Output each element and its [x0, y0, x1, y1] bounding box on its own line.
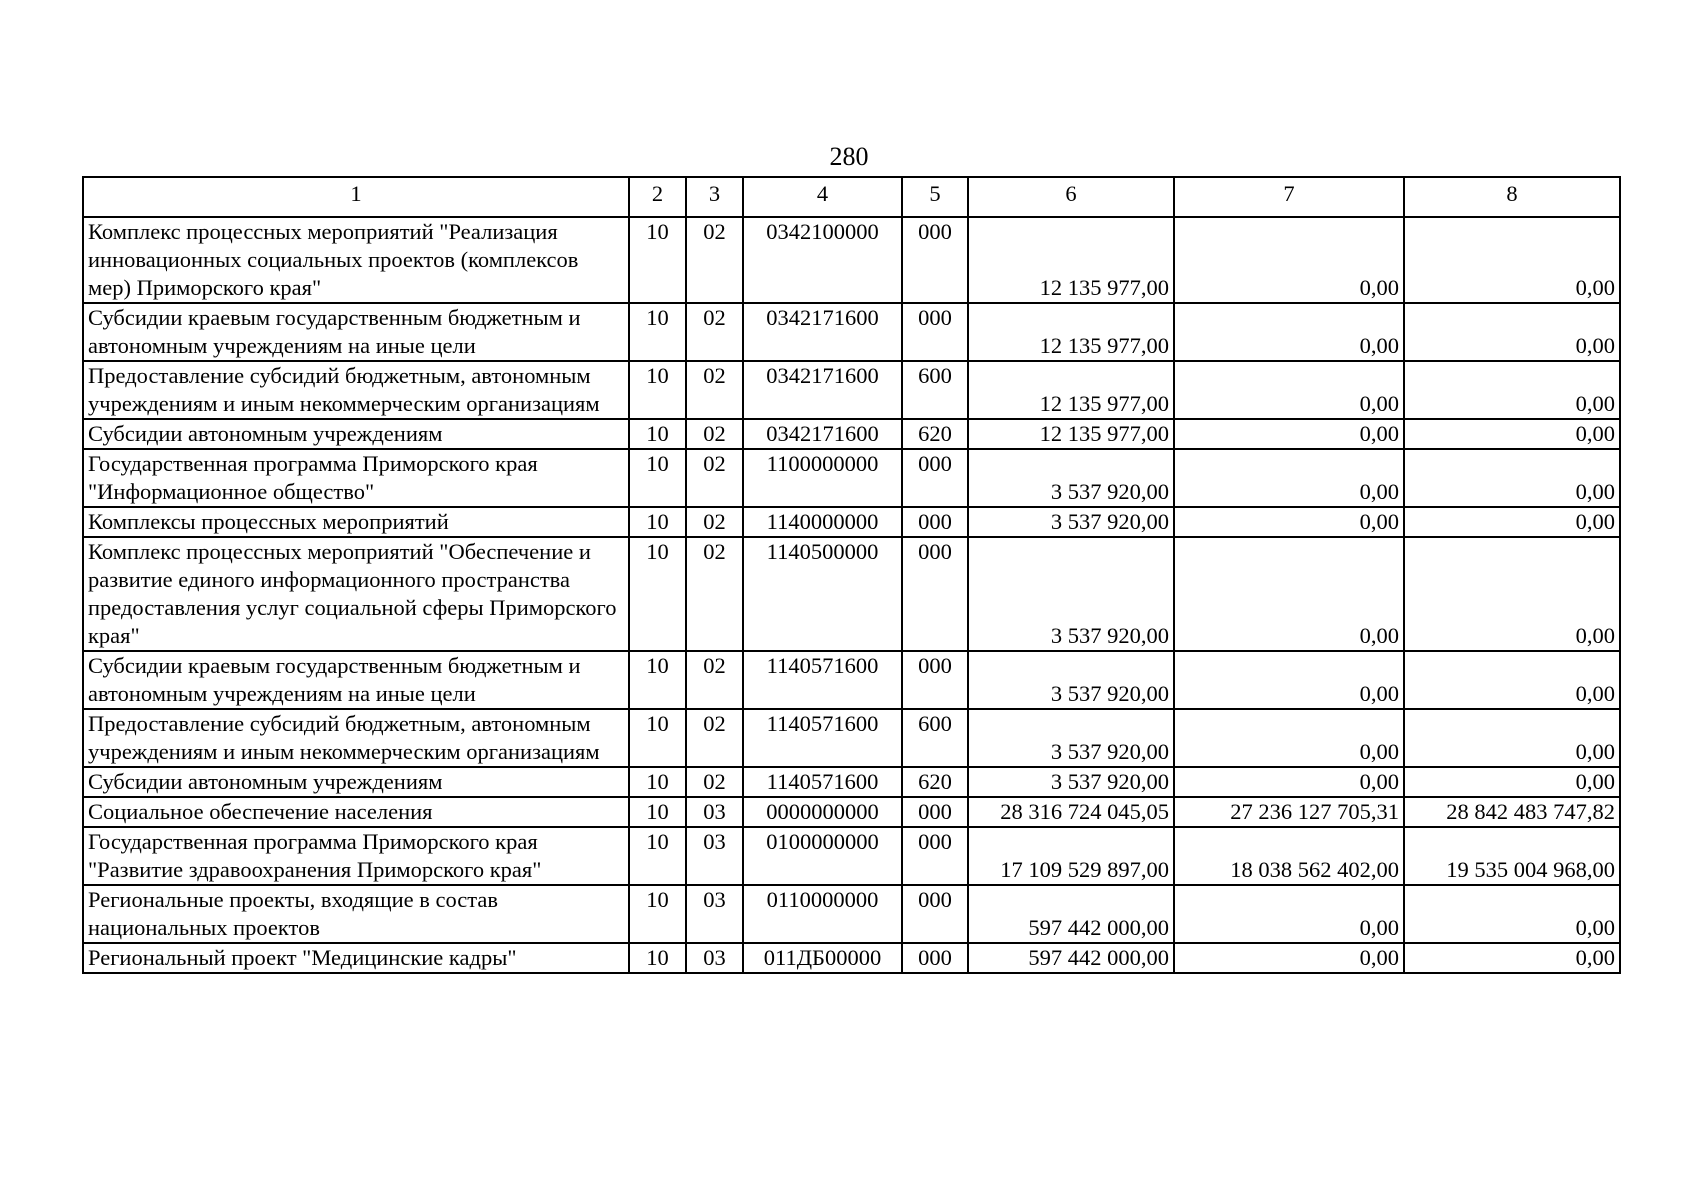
row-code-expense-type: 000: [902, 797, 968, 827]
row-code-section: 10: [629, 419, 686, 449]
row-amount-col7: 0,00: [1174, 419, 1404, 449]
row-amount-col7: 0,00: [1174, 361, 1404, 419]
row-amount-col8: 0,00: [1404, 885, 1620, 943]
row-code-section: 10: [629, 537, 686, 651]
row-amount-col8: 0,00: [1404, 217, 1620, 303]
row-code-subsection: 02: [686, 361, 743, 419]
row-code-target: 0342171600: [743, 361, 902, 419]
row-amount-col8: 0,00: [1404, 507, 1620, 537]
row-code-section: 10: [629, 507, 686, 537]
header-cell-6: 6: [968, 177, 1174, 217]
row-amount-col7: 0,00: [1174, 709, 1404, 767]
row-code-subsection: 02: [686, 419, 743, 449]
header-cell-4: 4: [743, 177, 902, 217]
table-row: [83, 537, 1620, 651]
row-code-expense-type: 620: [902, 419, 968, 449]
row-amount-col7: 0,00: [1174, 767, 1404, 797]
row-code-section: 10: [629, 217, 686, 303]
table-row: [83, 361, 1620, 419]
row-code-expense-type: 600: [902, 709, 968, 767]
row-amount-col7: 0,00: [1174, 507, 1404, 537]
row-code-expense-type: 000: [902, 507, 968, 537]
row-code-section: 10: [629, 361, 686, 419]
row-name: Комплекс процессных мероприятий "Реализация инновационных социальных проектов (комплексов мер) Приморского края": [83, 217, 629, 303]
table-row: [83, 419, 1620, 449]
row-amount-col6: 3 537 920,00: [968, 651, 1174, 709]
row-amount-col8: 0,00: [1404, 537, 1620, 651]
table-row: [83, 885, 1620, 943]
row-amount-col7: 0,00: [1174, 537, 1404, 651]
row-name: Комплекс процессных мероприятий "Обеспечение и развитие единого информационного пространства предоставления услуг социальной сферы Приморского края": [83, 537, 629, 651]
page-number: 280: [829, 142, 869, 171]
row-code-subsection: 02: [686, 217, 743, 303]
row-code-subsection: 02: [686, 449, 743, 507]
table-row: [83, 507, 1620, 537]
row-code-section: 10: [629, 885, 686, 943]
header-cell-3: 3: [686, 177, 743, 217]
header-cell-5: 5: [902, 177, 968, 217]
row-code-section: 10: [629, 303, 686, 361]
table-row: [83, 943, 1620, 973]
row-code-target: 1140571600: [743, 767, 902, 797]
table-row: [83, 797, 1620, 827]
row-name: Субсидии автономным учреждениям: [83, 767, 629, 797]
row-code-target: 0000000000: [743, 797, 902, 827]
row-code-section: 10: [629, 943, 686, 973]
row-code-target: 011ДБ00000: [743, 943, 902, 973]
row-name: Государственная программа Приморского края "Развитие здравоохранения Приморского края": [83, 827, 629, 885]
row-amount-col8: 28 842 483 747,82: [1404, 797, 1620, 827]
row-amount-col7: 0,00: [1174, 449, 1404, 507]
row-code-target: 0342171600: [743, 303, 902, 361]
table-row: [83, 449, 1620, 507]
row-code-target: 0100000000: [743, 827, 902, 885]
row-name: Предоставление субсидий бюджетным, автономным учреждениям и иным некоммерческим организациям: [83, 709, 629, 767]
row-code-subsection: 03: [686, 943, 743, 973]
row-amount-col6: 3 537 920,00: [968, 767, 1174, 797]
row-code-section: 10: [629, 651, 686, 709]
row-amount-col8: 0,00: [1404, 943, 1620, 973]
budget-table: [82, 176, 1621, 974]
row-amount-col6: 3 537 920,00: [968, 507, 1174, 537]
row-code-subsection: 03: [686, 885, 743, 943]
row-amount-col6: 3 537 920,00: [968, 709, 1174, 767]
row-name: Социальное обеспечение населения: [83, 797, 629, 827]
row-amount-col6: 12 135 977,00: [968, 217, 1174, 303]
row-code-subsection: 02: [686, 651, 743, 709]
row-amount-col8: 0,00: [1404, 361, 1620, 419]
row-amount-col6: 3 537 920,00: [968, 449, 1174, 507]
header-row: [83, 177, 1620, 217]
row-amount-col7: 0,00: [1174, 885, 1404, 943]
row-code-subsection: 02: [686, 537, 743, 651]
row-amount-col7: 18 038 562 402,00: [1174, 827, 1404, 885]
row-name: Субсидии автономным учреждениям: [83, 419, 629, 449]
row-code-target: 1100000000: [743, 449, 902, 507]
row-amount-col6: 12 135 977,00: [968, 361, 1174, 419]
row-code-section: 10: [629, 797, 686, 827]
header-cell-7: 7: [1174, 177, 1404, 217]
row-amount-col8: 0,00: [1404, 419, 1620, 449]
table-row: [83, 217, 1620, 303]
row-code-expense-type: 000: [902, 827, 968, 885]
row-code-expense-type: 000: [902, 217, 968, 303]
row-name: Государственная программа Приморского края "Информационное общество": [83, 449, 629, 507]
row-code-expense-type: 000: [902, 303, 968, 361]
row-amount-col7: 0,00: [1174, 217, 1404, 303]
row-code-section: 10: [629, 767, 686, 797]
row-amount-col6: 12 135 977,00: [968, 303, 1174, 361]
row-code-expense-type: 620: [902, 767, 968, 797]
row-name: Региональные проекты, входящие в состав национальных проектов: [83, 885, 629, 943]
row-name: Субсидии краевым государственным бюджетным и автономным учреждениям на иные цели: [83, 651, 629, 709]
row-code-target: 1140571600: [743, 709, 902, 767]
row-name: Комплексы процессных мероприятий: [83, 507, 629, 537]
row-code-expense-type: 000: [902, 885, 968, 943]
row-code-target: 0110000000: [743, 885, 902, 943]
row-amount-col6: 12 135 977,00: [968, 419, 1174, 449]
row-code-target: 0342171600: [743, 419, 902, 449]
row-code-subsection: 02: [686, 709, 743, 767]
row-code-section: 10: [629, 827, 686, 885]
row-amount-col6: 597 442 000,00: [968, 885, 1174, 943]
row-amount-col6: 597 442 000,00: [968, 943, 1174, 973]
table-row: [83, 827, 1620, 885]
row-code-section: 10: [629, 709, 686, 767]
row-code-expense-type: 000: [902, 943, 968, 973]
row-code-target: 0342100000: [743, 217, 902, 303]
row-amount-col7: 0,00: [1174, 303, 1404, 361]
row-code-subsection: 02: [686, 767, 743, 797]
row-code-expense-type: 000: [902, 537, 968, 651]
row-amount-col6: 3 537 920,00: [968, 537, 1174, 651]
row-amount-col8: 19 535 004 968,00: [1404, 827, 1620, 885]
header-cell-8: 8: [1404, 177, 1620, 217]
row-amount-col7: 0,00: [1174, 943, 1404, 973]
table-row: [83, 709, 1620, 767]
row-code-subsection: 02: [686, 303, 743, 361]
row-code-expense-type: 000: [902, 449, 968, 507]
row-amount-col7: 27 236 127 705,31: [1174, 797, 1404, 827]
table-row: [83, 651, 1620, 709]
row-code-target: 1140000000: [743, 507, 902, 537]
row-code-expense-type: 600: [902, 361, 968, 419]
row-amount-col8: 0,00: [1404, 303, 1620, 361]
row-amount-col8: 0,00: [1404, 709, 1620, 767]
row-amount-col8: 0,00: [1404, 767, 1620, 797]
row-amount-col7: 0,00: [1174, 651, 1404, 709]
row-amount-col6: 17 109 529 897,00: [968, 827, 1174, 885]
row-amount-col6: 28 316 724 045,05: [968, 797, 1174, 827]
row-name: Субсидии краевым государственным бюджетным и автономным учреждениям на иные цели: [83, 303, 629, 361]
row-code-subsection: 03: [686, 827, 743, 885]
row-code-subsection: 02: [686, 507, 743, 537]
row-code-target: 1140571600: [743, 651, 902, 709]
table-row: [83, 767, 1620, 797]
row-name: Региональный проект "Медицинские кадры": [83, 943, 629, 973]
row-amount-col8: 0,00: [1404, 449, 1620, 507]
row-name: Предоставление субсидий бюджетным, автономным учреждениям и иным некоммерческим организациям: [83, 361, 629, 419]
header-cell-1: 1: [83, 177, 629, 217]
table-row: [83, 303, 1620, 361]
header-cell-2: 2: [629, 177, 686, 217]
row-code-target: 1140500000: [743, 537, 902, 651]
row-amount-col8: 0,00: [1404, 651, 1620, 709]
row-code-section: 10: [629, 449, 686, 507]
row-code-subsection: 03: [686, 797, 743, 827]
row-code-expense-type: 000: [902, 651, 968, 709]
